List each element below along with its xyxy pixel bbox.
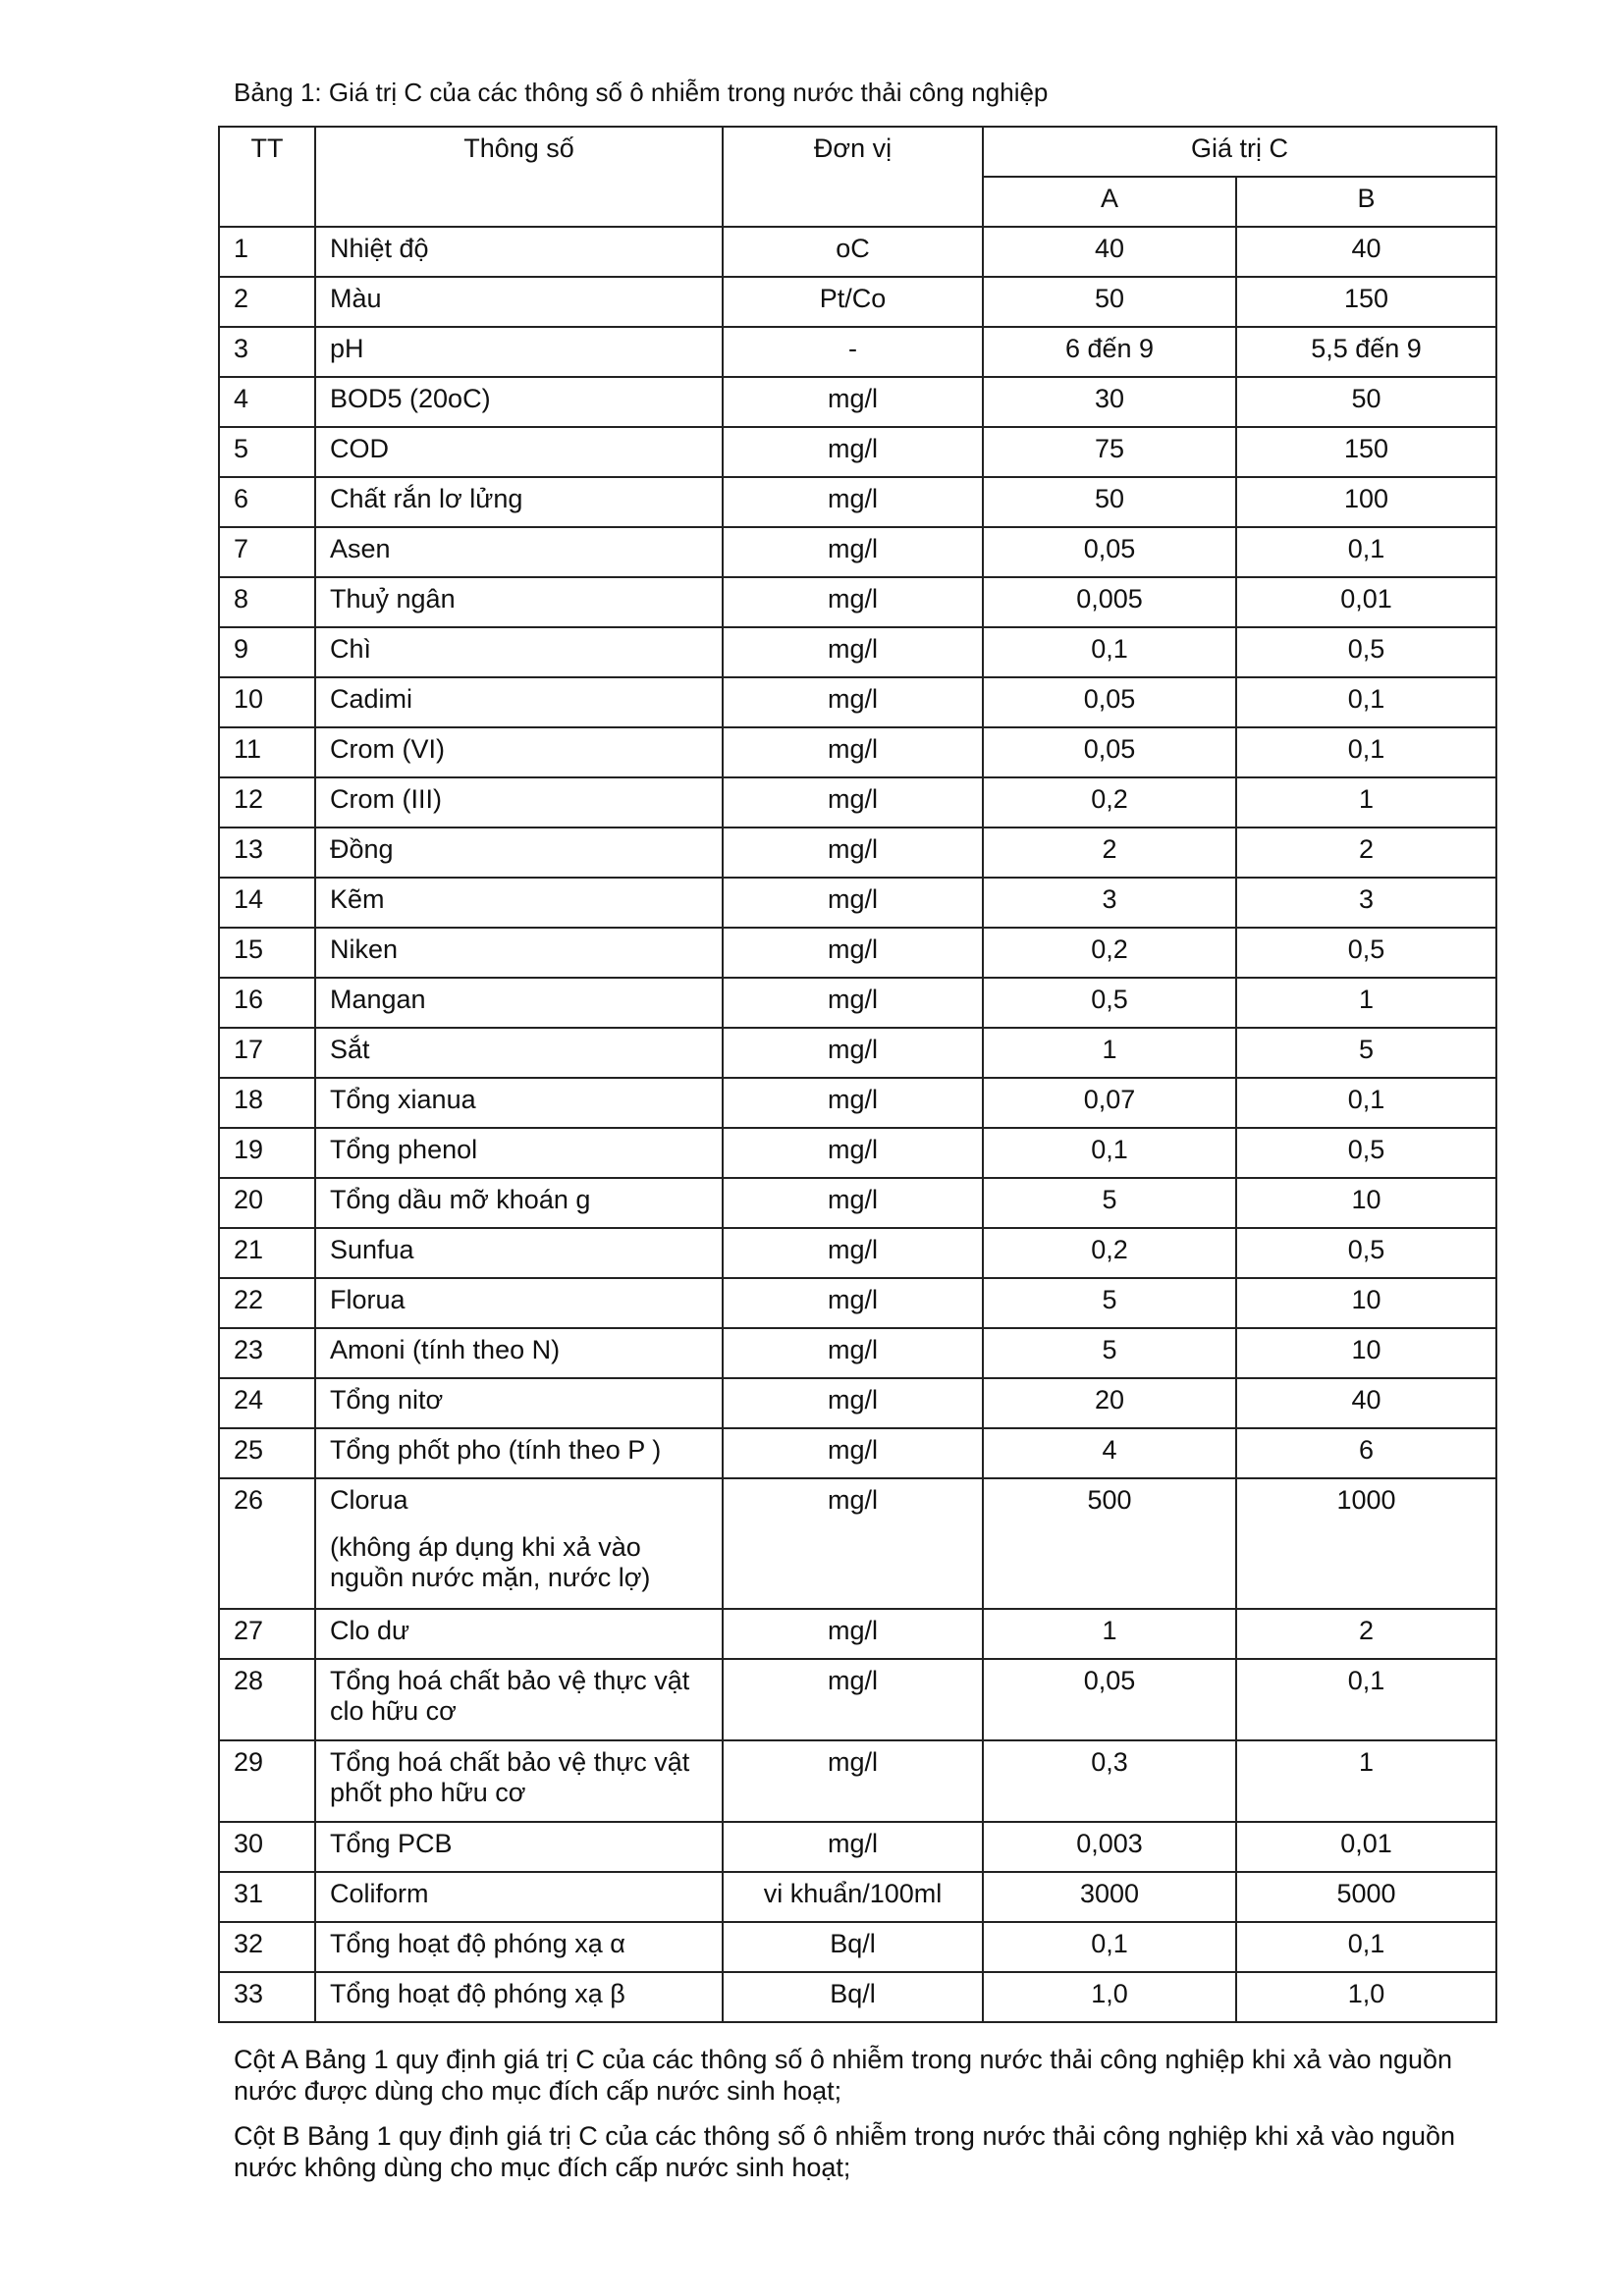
cell-unit: mg/l (723, 928, 983, 978)
table-row (219, 677, 1496, 727)
cell-param: Cadimi (315, 677, 723, 727)
table-row (219, 477, 1496, 527)
table-row (219, 1740, 1496, 1822)
cell-tt: 9 (219, 627, 315, 677)
cell-value-a: 4 (983, 1428, 1236, 1478)
cell-tt: 30 (219, 1822, 315, 1872)
cell-value-a: 1 (983, 1028, 1236, 1078)
cell-value-a: 0,07 (983, 1078, 1236, 1128)
cell-value-a: 20 (983, 1378, 1236, 1428)
table-row (219, 878, 1496, 928)
cell-unit: - (723, 327, 983, 377)
cell-value-a: 1,0 (983, 1972, 1236, 2022)
cell-value-b: 6 (1236, 1428, 1496, 1478)
cell-tt: 17 (219, 1028, 315, 1078)
cell-param: Tổng phốt pho (tính theo P ) (315, 1428, 723, 1478)
cell-param: Amoni (tính theo N) (315, 1328, 723, 1378)
table-row (219, 928, 1496, 978)
cell-tt: 22 (219, 1278, 315, 1328)
cell-param: Nhiệt độ (315, 227, 723, 277)
table-row (219, 1609, 1496, 1659)
cell-value-b: 0,1 (1236, 1922, 1496, 1972)
cell-unit: mg/l (723, 1228, 983, 1278)
header-unit: Đơn vị (723, 127, 983, 227)
cell-tt: 31 (219, 1872, 315, 1922)
header-col-a: A (983, 177, 1236, 227)
table-row (219, 1328, 1496, 1378)
cell-unit: mg/l (723, 1028, 983, 1078)
cell-param: Tổng hoá chất bảo vệ thực vật clo hữu cơ (315, 1659, 723, 1740)
cell-value-b: 150 (1236, 427, 1496, 477)
cell-tt: 16 (219, 978, 315, 1028)
cell-unit: mg/l (723, 1378, 983, 1428)
table-row (219, 227, 1496, 277)
table-row (219, 828, 1496, 878)
cell-value-b: 100 (1236, 477, 1496, 527)
cell-param: Sắt (315, 1028, 723, 1078)
cell-unit: mg/l (723, 1278, 983, 1328)
cell-value-b: 2 (1236, 828, 1496, 878)
cell-value-b: 50 (1236, 377, 1496, 427)
cell-value-a: 0,05 (983, 1659, 1236, 1740)
table-row (219, 427, 1496, 477)
cell-value-a: 0,5 (983, 978, 1236, 1028)
table-row (219, 1178, 1496, 1228)
cell-value-b: 1000 (1236, 1478, 1496, 1609)
table-row (219, 577, 1496, 627)
cell-value-b: 5000 (1236, 1872, 1496, 1922)
table-row (219, 1278, 1496, 1328)
cell-value-a: 40 (983, 227, 1236, 277)
cell-param: Florua (315, 1278, 723, 1328)
table-row (219, 1972, 1496, 2022)
cell-value-a: 5 (983, 1328, 1236, 1378)
table-row (219, 627, 1496, 677)
table-row (219, 527, 1496, 577)
cell-tt: 29 (219, 1740, 315, 1822)
table-row (219, 1478, 1496, 1609)
cell-value-b: 150 (1236, 277, 1496, 327)
cell-param: Kẽm (315, 878, 723, 928)
cell-value-b: 0,1 (1236, 727, 1496, 777)
cell-param: Clo dư (315, 1609, 723, 1659)
cell-tt: 23 (219, 1328, 315, 1378)
cell-param: Niken (315, 928, 723, 978)
cell-unit: mg/l (723, 1609, 983, 1659)
cell-tt: 12 (219, 777, 315, 828)
cell-value-b: 1 (1236, 1740, 1496, 1822)
cell-tt: 18 (219, 1078, 315, 1128)
cell-param: Đồng (315, 828, 723, 878)
cell-value-a: 1 (983, 1609, 1236, 1659)
cell-unit: Pt/Co (723, 277, 983, 327)
cell-tt: 19 (219, 1128, 315, 1178)
cell-tt: 10 (219, 677, 315, 727)
cell-unit: mg/l (723, 1428, 983, 1478)
cell-tt: 33 (219, 1972, 315, 2022)
cell-unit: mg/l (723, 427, 983, 477)
cell-unit: mg/l (723, 1659, 983, 1740)
cell-value-a: 0,003 (983, 1822, 1236, 1872)
cell-value-a: 0,2 (983, 1228, 1236, 1278)
cell-param: Thuỷ ngân (315, 577, 723, 627)
cell-value-a: 0,05 (983, 527, 1236, 577)
cell-value-a: 50 (983, 277, 1236, 327)
table-row (219, 1028, 1496, 1078)
cell-value-b: 10 (1236, 1278, 1496, 1328)
table-row (219, 277, 1496, 327)
cell-value-b: 1,0 (1236, 1972, 1496, 2022)
table-row (219, 1128, 1496, 1178)
cell-value-b: 1 (1236, 978, 1496, 1028)
cell-unit: mg/l (723, 727, 983, 777)
cell-param: Crom (VI) (315, 727, 723, 777)
cell-tt: 26 (219, 1478, 315, 1609)
cell-value-b: 0,5 (1236, 928, 1496, 978)
cell-param: Chất rắn lơ lửng (315, 477, 723, 527)
cell-tt: 14 (219, 878, 315, 928)
cell-param: Tổng nitơ (315, 1378, 723, 1428)
cell-unit: mg/l (723, 1328, 983, 1378)
cell-param: BOD5 (20oC) (315, 377, 723, 427)
cell-tt: 20 (219, 1178, 315, 1228)
cell-tt: 1 (219, 227, 315, 277)
cell-value-b: 0,1 (1236, 677, 1496, 727)
cell-value-b: 0,01 (1236, 577, 1496, 627)
cell-value-a: 0,2 (983, 928, 1236, 978)
cell-unit: mg/l (723, 1822, 983, 1872)
cell-tt: 5 (219, 427, 315, 477)
pollutant-table (218, 126, 1497, 2023)
cell-param: Tổng xianua (315, 1078, 723, 1128)
cell-param: Tổng hoạt độ phóng xạ β (315, 1972, 723, 2022)
cell-unit: mg/l (723, 878, 983, 928)
table-row (219, 1659, 1496, 1740)
cell-value-a: 3 (983, 878, 1236, 928)
cell-value-a: 0,3 (983, 1740, 1236, 1822)
cell-tt: 25 (219, 1428, 315, 1478)
cell-unit: Bq/l (723, 1972, 983, 2022)
note-col-b: Cột B Bảng 1 quy định giá trị C của các thông số ô nhiễm trong nước thải công nghiệp khi xả vào nguồn nước không dùng cho mục đích cấp nước sinh hoạt; (234, 2121, 1456, 2182)
cell-value-b: 0,1 (1236, 1659, 1496, 1740)
cell-param: Asen (315, 527, 723, 577)
cell-value-a: 2 (983, 828, 1236, 878)
table-row (219, 1822, 1496, 1872)
cell-unit: mg/l (723, 1478, 983, 1609)
table-row (219, 777, 1496, 828)
cell-value-b: 5,5 đến 9 (1236, 327, 1496, 377)
cell-value-a: 0,05 (983, 727, 1236, 777)
cell-unit: Bq/l (723, 1922, 983, 1972)
cell-value-b: 0,1 (1236, 1078, 1496, 1128)
cell-unit: mg/l (723, 777, 983, 828)
cell-value-b: 0,1 (1236, 527, 1496, 577)
cell-param: Coliform (315, 1872, 723, 1922)
cell-value-b: 40 (1236, 1378, 1496, 1428)
note-col-a: Cột A Bảng 1 quy định giá trị C của các thông số ô nhiễm trong nước thải công nghiệp khi xả vào nguồn nước được dùng cho mục đích cấp nước sinh hoạt; (234, 2045, 1453, 2106)
cell-value-b: 10 (1236, 1328, 1496, 1378)
cell-unit: mg/l (723, 828, 983, 878)
cell-value-b: 0,5 (1236, 1228, 1496, 1278)
cell-value-a: 30 (983, 377, 1236, 427)
cell-value-b: 1 (1236, 777, 1496, 828)
table-row (219, 1428, 1496, 1478)
table-row (219, 1922, 1496, 1972)
cell-param: pH (315, 327, 723, 377)
cell-tt: 13 (219, 828, 315, 878)
cell-value-b: 5 (1236, 1028, 1496, 1078)
cell-value-a: 500 (983, 1478, 1236, 1609)
cell-param: Tổng PCB (315, 1822, 723, 1872)
cell-value-b: 2 (1236, 1609, 1496, 1659)
cell-param: COD (315, 427, 723, 477)
table-row (219, 727, 1496, 777)
cell-tt: 15 (219, 928, 315, 978)
cell-param-note: (không áp dụng khi xả vào nguồn nước mặn, nước lợ) (330, 1532, 651, 1592)
cell-tt: 4 (219, 377, 315, 427)
header-col-b: B (1236, 177, 1496, 227)
cell-tt: 27 (219, 1609, 315, 1659)
cell-tt: 24 (219, 1378, 315, 1428)
cell-unit: mg/l (723, 1178, 983, 1228)
cell-value-a: 0,2 (983, 777, 1236, 828)
cell-param: Tổng dầu mỡ khoán g (315, 1178, 723, 1228)
cell-value-b: 0,01 (1236, 1822, 1496, 1872)
cell-unit: oC (723, 227, 983, 277)
cell-unit: mg/l (723, 577, 983, 627)
cell-value-b: 10 (1236, 1178, 1496, 1228)
cell-unit: vi khuẩn/100ml (723, 1872, 983, 1922)
cell-unit: mg/l (723, 627, 983, 677)
cell-tt: 8 (219, 577, 315, 627)
table-row (219, 1228, 1496, 1278)
cell-param: Clorua (không áp dụng khi xả vào nguồn nước mặn, nước lợ) (315, 1478, 723, 1609)
cell-tt: 32 (219, 1922, 315, 1972)
cell-value-a: 6 đến 9 (983, 327, 1236, 377)
cell-value-a: 75 (983, 427, 1236, 477)
cell-tt: 11 (219, 727, 315, 777)
table-row (219, 377, 1496, 427)
table-row (219, 1378, 1496, 1428)
cell-value-a: 50 (983, 477, 1236, 527)
table-caption: Bảng 1: Giá trị C của các thông số ô nhiễm trong nước thải công nghiệp (234, 78, 1049, 107)
cell-param: Tổng hoá chất bảo vệ thực vật phốt pho hữu cơ (315, 1740, 723, 1822)
cell-unit: mg/l (723, 1740, 983, 1822)
header-param: Thông số (315, 127, 723, 227)
cell-value-a: 0,05 (983, 677, 1236, 727)
cell-tt: 3 (219, 327, 315, 377)
cell-param: Chì (315, 627, 723, 677)
cell-value-b: 0,5 (1236, 1128, 1496, 1178)
cell-unit: mg/l (723, 377, 983, 427)
cell-value-a: 5 (983, 1178, 1236, 1228)
cell-param: Crom (III) (315, 777, 723, 828)
table-notes (234, 2044, 1500, 2197)
cell-tt: 6 (219, 477, 315, 527)
cell-param: Tổng hoạt độ phóng xạ α (315, 1922, 723, 1972)
cell-value-b: 0,5 (1236, 627, 1496, 677)
table-row (219, 1872, 1496, 1922)
cell-unit: mg/l (723, 1128, 983, 1178)
header-tt: TT (219, 127, 315, 227)
cell-value-b: 3 (1236, 878, 1496, 928)
cell-value-a: 0,1 (983, 1128, 1236, 1178)
cell-value-a: 3000 (983, 1872, 1236, 1922)
cell-tt: 28 (219, 1659, 315, 1740)
cell-tt: 7 (219, 527, 315, 577)
cell-param: Màu (315, 277, 723, 327)
cell-value-a: 0,1 (983, 1922, 1236, 1972)
cell-unit: mg/l (723, 1078, 983, 1128)
table-row (219, 327, 1496, 377)
cell-param: Tổng phenol (315, 1128, 723, 1178)
cell-tt: 2 (219, 277, 315, 327)
cell-value-a: 5 (983, 1278, 1236, 1328)
table-row (219, 1078, 1496, 1128)
cell-unit: mg/l (723, 477, 983, 527)
cell-value-a: 0,005 (983, 577, 1236, 627)
cell-value-a: 0,1 (983, 627, 1236, 677)
cell-value-b: 40 (1236, 227, 1496, 277)
cell-unit: mg/l (723, 677, 983, 727)
cell-unit: mg/l (723, 978, 983, 1028)
header-value-group: Giá trị C (983, 127, 1496, 177)
cell-param: Sunfua (315, 1228, 723, 1278)
cell-tt: 21 (219, 1228, 315, 1278)
table-row (219, 978, 1496, 1028)
cell-param: Mangan (315, 978, 723, 1028)
cell-unit: mg/l (723, 527, 983, 577)
